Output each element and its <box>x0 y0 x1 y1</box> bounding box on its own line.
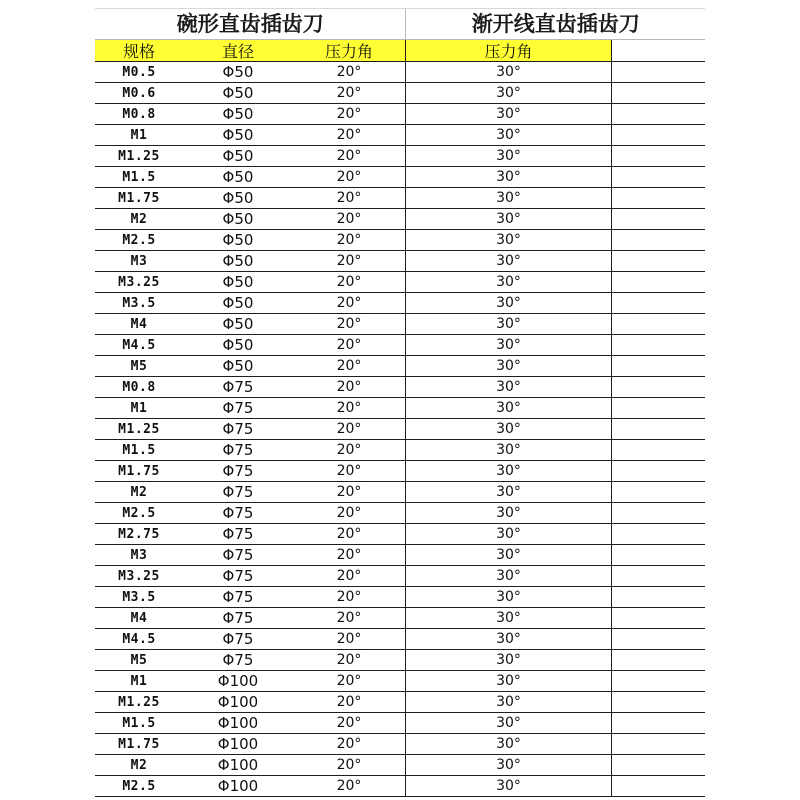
table-row <box>95 503 705 524</box>
empty-cell[interactable] <box>612 314 705 334</box>
empty-cell[interactable] <box>612 440 705 460</box>
cell-spec[interactable]: M5 <box>130 358 148 374</box>
cell-diameter[interactable]: Φ75 <box>222 483 254 501</box>
cell-pressure-angle-right[interactable]: 30° <box>406 482 612 502</box>
cell-pressure-angle-right[interactable]: 30° <box>406 62 612 82</box>
table-row <box>95 167 705 188</box>
table-row <box>95 293 705 314</box>
table-row <box>95 398 705 419</box>
cell-pressure-angle-left[interactable]: 20° <box>293 356 406 376</box>
empty-cell[interactable] <box>612 692 705 712</box>
cell-diameter[interactable]: Φ50 <box>222 252 254 270</box>
cell-pressure-angle-right[interactable]: 30° <box>406 608 612 628</box>
cell-pressure-angle-left[interactable]: 20° <box>293 104 406 124</box>
cell-diameter[interactable]: Φ75 <box>222 588 254 606</box>
cell-diameter[interactable]: Φ50 <box>222 231 254 249</box>
cell-pressure-angle-left[interactable]: 20° <box>293 335 406 355</box>
cell-pressure-angle-left[interactable]: 20° <box>293 755 406 775</box>
cell-pressure-angle-right[interactable]: 30° <box>406 587 612 607</box>
empty-header-cell[interactable] <box>612 40 705 61</box>
cell-pressure-angle-left[interactable]: 20° <box>293 503 406 523</box>
cell-pressure-angle-right[interactable]: 30° <box>406 776 612 796</box>
cell-spec[interactable]: M3 <box>130 253 148 269</box>
table-row <box>95 440 705 461</box>
cell-diameter[interactable]: Φ75 <box>222 609 254 627</box>
empty-cell[interactable] <box>612 776 705 796</box>
empty-cell[interactable] <box>612 461 705 481</box>
cell-pressure-angle-right[interactable]: 30° <box>406 335 612 355</box>
cell-pressure-angle-left[interactable]: 20° <box>293 314 406 334</box>
cell-pressure-angle-right[interactable]: 30° <box>406 671 612 691</box>
cell-pressure-angle-right[interactable]: 30° <box>406 188 612 208</box>
cell-pressure-angle-left[interactable]: 20° <box>293 62 406 82</box>
cell-pressure-angle-left[interactable]: 20° <box>293 671 406 691</box>
cell-spec[interactable]: M0.5 <box>122 64 156 80</box>
cell-diameter[interactable]: Φ75 <box>222 567 254 585</box>
cell-pressure-angle-right[interactable]: 30° <box>406 629 612 649</box>
title-involute-cutter[interactable]: 渐开线直齿插齿刀 <box>471 11 640 36</box>
cell-spec[interactable]: M1 <box>130 673 148 689</box>
cell-pressure-angle-left[interactable]: 20° <box>293 272 406 292</box>
cell-diameter[interactable]: Φ50 <box>222 126 254 144</box>
empty-cell[interactable] <box>612 293 705 313</box>
empty-cell[interactable] <box>612 566 705 586</box>
cell-pressure-angle-right[interactable]: 30° <box>406 209 612 229</box>
cell-pressure-angle-right[interactable]: 30° <box>406 440 612 460</box>
cell-spec[interactable]: M1 <box>130 400 148 416</box>
cell-pressure-angle-right[interactable]: 30° <box>406 83 612 103</box>
cell-spec[interactable]: M3 <box>130 547 148 563</box>
cell-diameter[interactable]: Φ100 <box>217 735 259 753</box>
cell-pressure-angle-left[interactable]: 20° <box>293 251 406 271</box>
empty-cell[interactable] <box>612 83 705 103</box>
cell-diameter[interactable]: Φ50 <box>222 336 254 354</box>
cell-pressure-angle-right[interactable]: 30° <box>406 566 612 586</box>
cell-pressure-angle-left[interactable]: 20° <box>293 608 406 628</box>
cell-spec[interactable]: M1.75 <box>118 190 160 206</box>
cell-spec[interactable]: M1.25 <box>118 694 160 710</box>
table-row <box>95 671 705 692</box>
cell-pressure-angle-left[interactable]: 20° <box>293 587 406 607</box>
empty-cell[interactable] <box>612 587 705 607</box>
cell-pressure-angle-right[interactable]: 30° <box>406 125 612 145</box>
header-spec[interactable]: 规格 <box>95 40 183 61</box>
empty-cell[interactable] <box>612 125 705 145</box>
cell-spec[interactable]: M4.5 <box>122 337 156 353</box>
cell-pressure-angle-left[interactable]: 20° <box>293 125 406 145</box>
cell-diameter[interactable]: Φ100 <box>217 777 259 795</box>
empty-cell[interactable] <box>612 377 705 397</box>
empty-cell[interactable] <box>612 482 705 502</box>
cell-pressure-angle-right[interactable]: 30° <box>406 272 612 292</box>
empty-cell[interactable] <box>612 104 705 124</box>
cell-spec[interactable]: M2 <box>130 211 148 227</box>
table-row <box>95 587 705 608</box>
cell-spec[interactable]: M2.75 <box>118 526 160 542</box>
header-diameter[interactable]: 直径 <box>183 40 293 61</box>
cell-spec[interactable]: M2.5 <box>122 778 156 794</box>
empty-cell[interactable] <box>612 146 705 166</box>
table-row <box>95 629 705 650</box>
cell-spec[interactable]: M1.5 <box>122 442 156 458</box>
data-table <box>95 40 705 797</box>
cell-diameter[interactable]: Φ100 <box>217 756 259 774</box>
cell-pressure-angle-left[interactable]: 20° <box>293 692 406 712</box>
cell-pressure-angle-right[interactable]: 30° <box>406 377 612 397</box>
cell-diameter[interactable]: Φ50 <box>222 147 254 165</box>
cell-pressure-angle-left[interactable]: 20° <box>293 734 406 754</box>
cell-diameter[interactable]: Φ50 <box>222 294 254 312</box>
cell-spec[interactable]: M3.5 <box>122 589 156 605</box>
cell-diameter[interactable]: Φ75 <box>222 441 254 459</box>
cell-diameter[interactable]: Φ75 <box>222 399 254 417</box>
cell-spec[interactable]: M3.25 <box>118 568 160 584</box>
empty-cell[interactable] <box>612 230 705 250</box>
cell-pressure-angle-left[interactable]: 20° <box>293 461 406 481</box>
cell-pressure-angle-right[interactable]: 30° <box>406 146 612 166</box>
cell-diameter[interactable]: Φ50 <box>222 315 254 333</box>
empty-cell[interactable] <box>612 62 705 82</box>
empty-cell[interactable] <box>612 629 705 649</box>
cell-diameter[interactable]: Φ75 <box>222 546 254 564</box>
cell-spec[interactable]: M1 <box>130 127 148 143</box>
cell-pressure-angle-right[interactable]: 30° <box>406 293 612 313</box>
empty-cell[interactable] <box>612 335 705 355</box>
cell-pressure-angle-left[interactable]: 20° <box>293 776 406 796</box>
cell-pressure-angle-left[interactable]: 20° <box>293 650 406 670</box>
cell-pressure-angle-right[interactable]: 30° <box>406 692 612 712</box>
cell-pressure-angle-right[interactable]: 30° <box>406 524 612 544</box>
cell-pressure-angle-right[interactable]: 30° <box>406 461 612 481</box>
cell-diameter[interactable]: Φ75 <box>222 504 254 522</box>
table-row <box>95 713 705 734</box>
empty-cell[interactable] <box>612 188 705 208</box>
cell-pressure-angle-left[interactable]: 20° <box>293 209 406 229</box>
table-row <box>95 524 705 545</box>
cell-diameter[interactable]: Φ75 <box>222 630 254 648</box>
cell-pressure-angle-right[interactable]: 30° <box>406 167 612 187</box>
cell-spec[interactable]: M3.5 <box>122 295 156 311</box>
cell-pressure-angle-right[interactable]: 30° <box>406 398 612 418</box>
cell-diameter[interactable]: Φ75 <box>222 525 254 543</box>
cell-diameter[interactable]: Φ50 <box>222 84 254 102</box>
cell-spec[interactable]: M1.25 <box>118 421 160 437</box>
cell-diameter[interactable]: Φ100 <box>217 672 259 690</box>
cell-pressure-angle-right[interactable]: 30° <box>406 230 612 250</box>
cell-pressure-angle-right[interactable]: 30° <box>406 419 612 439</box>
cell-pressure-angle-right[interactable]: 30° <box>406 713 612 733</box>
empty-cell[interactable] <box>612 755 705 775</box>
cell-pressure-angle-left[interactable]: 20° <box>293 545 406 565</box>
table-row <box>95 356 705 377</box>
table-row <box>95 755 705 776</box>
cell-pressure-angle-left[interactable]: 20° <box>293 230 406 250</box>
cell-spec[interactable]: M1.75 <box>118 463 160 479</box>
empty-cell[interactable] <box>612 524 705 544</box>
table-row <box>95 419 705 440</box>
cell-pressure-angle-right[interactable]: 30° <box>406 104 612 124</box>
cell-pressure-angle-left[interactable]: 20° <box>293 293 406 313</box>
cell-pressure-angle-right[interactable]: 30° <box>406 734 612 754</box>
cell-spec[interactable]: M4 <box>130 316 148 332</box>
cell-spec[interactable]: M4 <box>130 610 148 626</box>
empty-cell[interactable] <box>612 419 705 439</box>
cell-pressure-angle-left[interactable]: 20° <box>293 188 406 208</box>
cell-spec[interactable]: M1.75 <box>118 736 160 752</box>
table-row <box>95 125 705 146</box>
cell-diameter[interactable]: Φ50 <box>222 189 254 207</box>
table-row <box>95 482 705 503</box>
table-row <box>95 650 705 671</box>
cell-pressure-angle-left[interactable]: 20° <box>293 713 406 733</box>
cell-pressure-angle-left[interactable]: 20° <box>293 566 406 586</box>
cell-diameter[interactable]: Φ50 <box>222 357 254 375</box>
cell-pressure-angle-right[interactable]: 30° <box>406 356 612 376</box>
cell-spec[interactable]: M0.6 <box>122 85 156 101</box>
cell-pressure-angle-left[interactable]: 20° <box>293 83 406 103</box>
cell-diameter[interactable]: Φ50 <box>222 105 254 123</box>
cell-diameter[interactable]: Φ75 <box>222 420 254 438</box>
header-row <box>95 40 705 62</box>
table-row <box>95 692 705 713</box>
empty-cell[interactable] <box>612 503 705 523</box>
table-row <box>95 776 705 797</box>
header-pressure-angle-left[interactable]: 压力角 <box>293 40 406 61</box>
table-row <box>95 62 705 83</box>
title-row <box>95 8 705 40</box>
table-row <box>95 83 705 104</box>
table-row <box>95 251 705 272</box>
cell-pressure-angle-left[interactable]: 20° <box>293 377 406 397</box>
table-row <box>95 545 705 566</box>
empty-cell[interactable] <box>612 356 705 376</box>
cell-spec[interactable]: M1.5 <box>122 169 156 185</box>
table-row <box>95 335 705 356</box>
cell-diameter[interactable]: Φ75 <box>222 462 254 480</box>
empty-cell[interactable] <box>612 272 705 292</box>
table-row <box>95 104 705 125</box>
cell-diameter[interactable]: Φ50 <box>222 273 254 291</box>
cell-spec[interactable]: M1.5 <box>122 715 156 731</box>
cell-spec[interactable]: M2.5 <box>122 505 156 521</box>
empty-cell[interactable] <box>612 650 705 670</box>
cell-pressure-angle-left[interactable]: 20° <box>293 524 406 544</box>
cell-spec[interactable]: M1.25 <box>118 148 160 164</box>
cell-pressure-angle-right[interactable]: 30° <box>406 545 612 565</box>
cell-diameter[interactable]: Φ50 <box>222 63 254 81</box>
cell-pressure-angle-left[interactable]: 20° <box>293 629 406 649</box>
table-row <box>95 461 705 482</box>
cell-spec[interactable]: M2.5 <box>122 232 156 248</box>
table-row <box>95 272 705 293</box>
table-row <box>95 230 705 251</box>
cell-diameter[interactable]: Φ50 <box>222 168 254 186</box>
cell-spec[interactable]: M0.8 <box>122 106 156 122</box>
cell-diameter[interactable]: Φ75 <box>222 651 254 669</box>
cell-spec[interactable]: M2 <box>130 757 148 773</box>
cell-pressure-angle-left[interactable]: 20° <box>293 146 406 166</box>
empty-cell[interactable] <box>612 608 705 628</box>
cell-diameter[interactable]: Φ75 <box>222 378 254 396</box>
cell-pressure-angle-right[interactable]: 30° <box>406 650 612 670</box>
cell-diameter[interactable]: Φ100 <box>217 693 259 711</box>
cell-pressure-angle-left[interactable]: 20° <box>293 482 406 502</box>
cell-pressure-angle-right[interactable]: 30° <box>406 755 612 775</box>
cell-pressure-angle-right[interactable]: 30° <box>406 251 612 271</box>
cell-diameter[interactable]: Φ50 <box>222 210 254 228</box>
cell-pressure-angle-left[interactable]: 20° <box>293 440 406 460</box>
table-row <box>95 566 705 587</box>
empty-cell[interactable] <box>612 251 705 271</box>
cell-spec[interactable]: M0.8 <box>122 379 156 395</box>
table-row <box>95 608 705 629</box>
cell-pressure-angle-right[interactable]: 30° <box>406 314 612 334</box>
empty-cell[interactable] <box>612 398 705 418</box>
title-bowl-cutter[interactable]: 碗形直齿插齿刀 <box>95 9 406 39</box>
cell-spec[interactable]: M2 <box>130 484 148 500</box>
spreadsheet <box>95 8 705 797</box>
cell-pressure-angle-left[interactable]: 20° <box>293 167 406 187</box>
table-row <box>95 209 705 230</box>
cell-spec[interactable]: M4.5 <box>122 631 156 647</box>
cell-pressure-angle-right[interactable]: 30° <box>406 503 612 523</box>
table-row <box>95 734 705 755</box>
empty-cell[interactable] <box>612 713 705 733</box>
table-row <box>95 314 705 335</box>
empty-cell[interactable] <box>612 734 705 754</box>
cell-pressure-angle-left[interactable]: 20° <box>293 419 406 439</box>
header-pressure-angle-right[interactable]: 压力角 <box>406 40 612 61</box>
table-row <box>95 188 705 209</box>
empty-cell[interactable] <box>612 167 705 187</box>
cell-diameter[interactable]: Φ100 <box>217 714 259 732</box>
table-row <box>95 146 705 167</box>
empty-cell[interactable] <box>612 209 705 229</box>
table-row <box>95 377 705 398</box>
empty-cell[interactable] <box>612 671 705 691</box>
cell-spec[interactable]: M3.25 <box>118 274 160 290</box>
cell-pressure-angle-left[interactable]: 20° <box>293 398 406 418</box>
cell-spec[interactable]: M5 <box>130 652 148 668</box>
empty-cell[interactable] <box>612 545 705 565</box>
